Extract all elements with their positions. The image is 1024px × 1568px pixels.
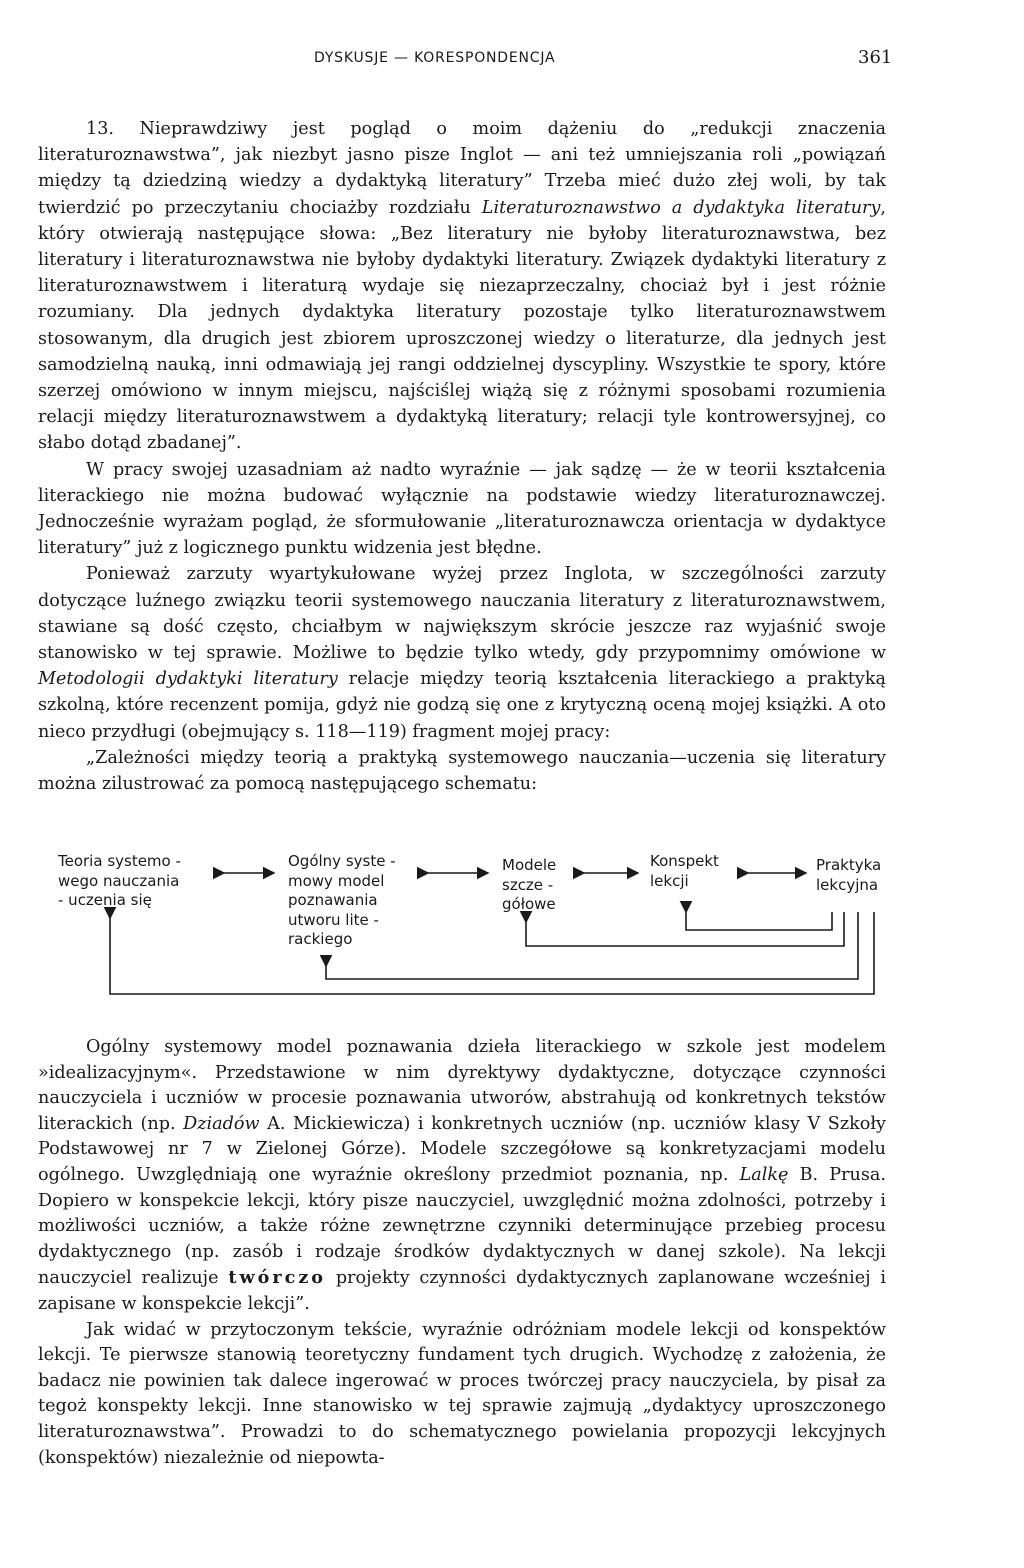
node-modele-szczegolowe: Modele szcze - gółowe	[502, 856, 557, 913]
work-title: Dziadów	[183, 1113, 260, 1134]
body-text-continued	[38, 1035, 886, 1471]
feedback-n3	[526, 912, 844, 946]
body-text	[38, 116, 886, 797]
text-run: 13. Nieprawdziwy jest pogląd o moim dążeniu do „redukcji znaczenia literaturoznawstwa”, jak niezbyt jasno pisze Inglot — ani też umniejszania roli „powiązań między tą dziedziną wiedzy a dydaktyką literatury” Trzeba mieć dużo złej woli, by tak twierdzić po przeczytaniu chociażby rozdziału	[38, 119, 886, 218]
schema-diagram	[52, 846, 898, 1016]
paragraph: Jak widać w przytoczonym tekście, wyraźnie odróżniam modele lekcji od konspektów lekcji. Te pierwsze stanowią teoretyczny fundament tych drugich. Wychodzę z założenia, że badacz nie powinien tak dalece ingerować w proces twórczej pracy nauczyciela, by pisał za tegoż konspekty lekcji. Inne stanowisko w tej sprawie zajmują „dydaktycy uproszczonego literaturoznawstwa”. Prowadzi to do schematycznego powielania propozycji lekcyjnych (konspektów) niezależnie od niepowta-	[38, 1319, 886, 1468]
text-run: projekty czynności dydaktycznych zaplanowane wcześniej i zapisane w konspekcie lekcji”.	[38, 1268, 886, 1314]
paragraph: W pracy swojej uzasadniam aż nadto wyraźnie — jak sądzę — że w teorii kształcenia literackiego nie można budować wyłącznie na podstawie wiedzy literaturoznawczej. Jednocześnie wyrażam pogląd, że sformułowanie „literaturoznawcza orientacja w dydaktyce literatury” już z logicznego punktu widzenia jest błędne.	[38, 459, 886, 559]
paragraph	[38, 1035, 886, 1318]
book-title: Metodologii dydaktyki literatury	[38, 669, 338, 690]
paragraph-13	[38, 116, 886, 457]
node-teoria: Teoria systemo - wego nauczania - uczenia się	[58, 852, 181, 909]
book-chapter-title: Literaturoznawstwo a dydaktyka literatury	[481, 197, 881, 218]
node-praktyka: Praktyka lekcyjna	[816, 856, 882, 894]
node-konspekt: Konspekt lekcji	[650, 852, 719, 890]
text-run: Ogólny systemowy model poznawania dzieła literackiego w szkole jest modelem »idealizacyjnym«. Przedstawione w nim dyrektywy dydaktyczne, dotyczące czynności nauczyciela i uczniów w procesie poznawania utworów, abstrahują od konkretnych tekstów literackich (np.	[38, 1037, 886, 1134]
running-header	[0, 47, 1024, 72]
text-run: , który otwierają następujące słowa: „Bez literatury nie byłoby literaturoznawstwa, bez literatury i literaturoznawstwa nie byłoby dydaktyki literatury. Związek dydaktyki literatury z literaturoznawstwem i literaturą wydaje się niezaprzeczalny, chociaż był i jest różnie rozumiany. Dla jednych dydaktyka literatury pozostaje tylko literaturoznawstwem stosowanym, dla drugich jest zbiorem uproszczonej wiedzy o literaturze, dla jednych jest samodzielną nauką, inni odmawiają jej rangi oddzielnej dyscypliny. Wszystkie te spory, które szerzej omówiono w innym miejscu, najściślej wiążą się z różnymi sposobami rozumienia relacji między literaturoznawstwem a dydaktyką literatury; relacji tyle kontrowersyjnej, co słabo dotąd zbadanej”.	[38, 197, 886, 454]
paragraph-quote-intro: „Zależności między teorią a praktyką systemowego nauczania—uczenia się literatury można zilustrować za pomocą następującego schematu:	[38, 747, 886, 795]
header-title: DYSKUSJE — KORESPONDENCJA	[314, 50, 556, 66]
node-ogolny-model: Ogólny syste - mowy model poznawania utworu lite - rackiego	[288, 852, 396, 948]
spaced-emphasis: twórczo	[228, 1267, 327, 1289]
page-number: 361	[858, 47, 893, 68]
feedback-n4	[686, 912, 832, 930]
text-run: A. Mickiewicza) i konkretnych uczniów (np. uczniów klasy V Szkoły Podstawowej nr 7 w Zielonej Górze). Modele szczegółowe są konkretyzacjami modelu ogólnego. Uwzględniają one wyraźnie określony przedmiot poznania, np.	[38, 1113, 886, 1185]
feedback-n1	[110, 912, 874, 994]
text-run: Ponieważ zarzuty wyartykułowane wyżej przez Inglota, w szczególności zarzuty dotyczące luźnego związku teorii systemowego nauczania literatury z literaturoznawstwem, stawiane są dość często, chciałbym w największym skrócie jeszcze raz wyjaśnić swoje stanowisko w tej sprawie. Możliwe to będzie tylko wtedy, gdy przypomnimy omówione w	[38, 564, 886, 664]
text-run: B. Prusa. Dopiero w konspekcie lekcji, który pisze nauczyciel, uwzględnić można zdolności, potrzeby i możliwości uczniów, a także różne zewnętrzne czynniki determinujące przebieg procesu dydaktycznego (np. zasób i rodzaje środków dydaktycznych w danej szkole). Na lekcji nauczyciel realizuje	[38, 1164, 886, 1289]
work-title: Lalkę	[739, 1164, 789, 1185]
paragraph	[38, 561, 886, 744]
text-run: relacje między teorią kształcenia literackiego a praktyką szkolną, które recenzent pomija, gdyż nie godzą się one z krytyczną oceną mojej książki. A oto nieco przydługi (obejmujący s. 118—119) fragment mojej pracy:	[38, 669, 886, 742]
